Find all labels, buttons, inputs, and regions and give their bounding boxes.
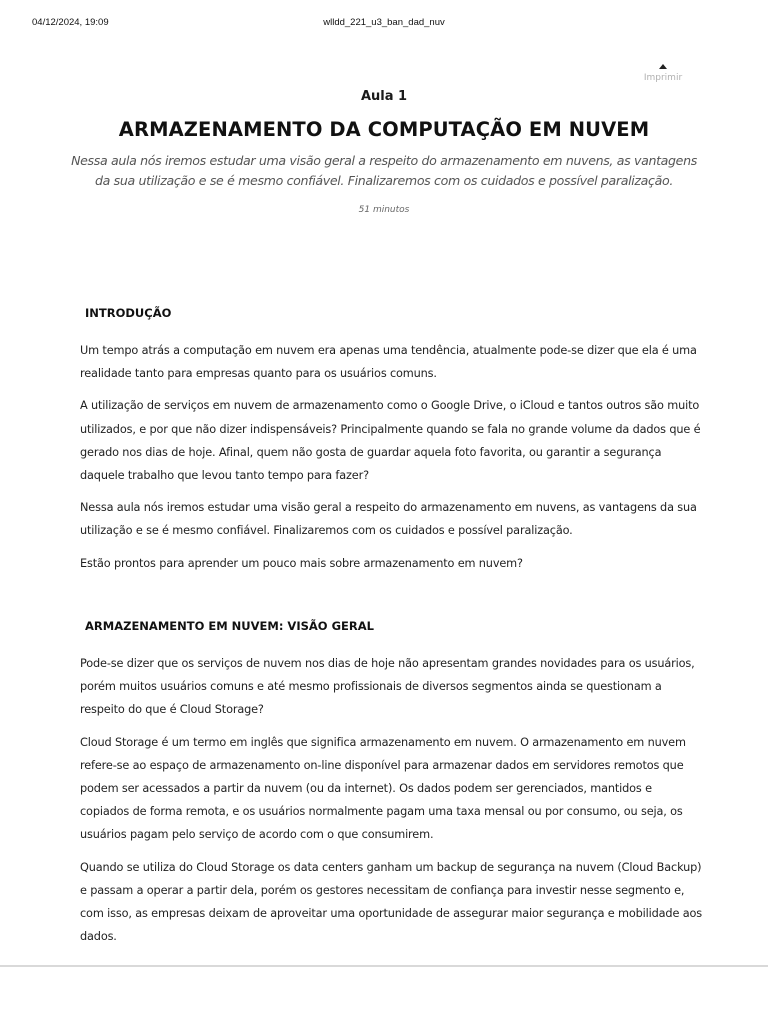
paragraph: Pode-se dizer que os serviços de nuvem nos dias de hoje não apresentam grandes novidades para os usuários, porém muitos usuários comuns e até mesmo profissionais de diversos segmentos ainda se questionam a respeito do que é Cloud Storage? (80, 657, 695, 717)
print-header (0, 17, 768, 31)
lesson-header (0, 89, 768, 215)
page-bottom-divider (0, 965, 768, 967)
lesson-subtitle: Nessa aula nós iremos estudar uma visão geral a respeito do armazenamento em nuvens, as vantagens da sua utilização e se é mesmo confiável. Finalizaremos com os cuidados e possível paralização. (71, 153, 697, 188)
section-body-introducao (80, 339, 702, 584)
lesson-number: Aula 1 (360, 89, 408, 104)
paragraph: Um tempo atrás a computação em nuvem era apenas uma tendência, atualmente pode-se dizer que ela é uma realidade tanto para empresas quanto para os usuários comuns. (80, 344, 697, 381)
lesson-duration: 51 minutos (358, 205, 410, 215)
paragraph: A utilização de serviços em nuvem de armazenamento como o Google Drive, o iCloud e tantos outros são muito utilizados, e por que não dizer indispensáveis? Principalmente quando se fala no grande volume da dados que é gerado nos dias de hoje. Afinal, quem não gosta de guardar aquela foto favorita, ou garantir a segurança daquele trabalho que levou tanto tempo para fazer? (80, 399, 701, 483)
print-datetime: 04/12/2024, 19:09 (32, 17, 109, 28)
paragraph: Estão prontos para aprender um pouco mais sobre armazenamento em nuvem? (80, 556, 523, 570)
print-button[interactable] (637, 64, 689, 83)
paragraph: Nessa aula nós iremos estudar uma visão geral a respeito do armazenamento em nuvens, as vantagens da sua utilização e se é mesmo confiável. Finalizaremos com os cuidados e possível paralização. (80, 501, 697, 538)
page-title: ARMAZENAMENTO DA COMPUTAÇÃO EM NUVEM (118, 118, 650, 141)
paragraph: Quando se utiliza do Cloud Storage os data centers ganham um backup de segurança na nuvem (Cloud Backup) e passam a operar a partir dela, porém os gestores necessitam de confiança para investir nesse segmento e, com isso, as empresas deixam de aproveitar uma oportunidade de assegurar maior segurança e mobilidade aos dados. (80, 860, 702, 944)
section-heading-introducao: INTRODUÇÃO (85, 306, 172, 320)
section-heading-visao-geral: ARMAZENAMENTO EM NUVEM: VISÃO GERAL (85, 619, 374, 633)
paragraph: Cloud Storage é um termo em inglês que significa armazenamento em nuvem. O armazenamento em nuvem refere-se ao espaço de armazenamento on-line disponível para armazenar dados em servidores remotos que podem ser acessados a partir da nuvem (ou da internet). Os dados podem ser gerenciados, mantidos e copiados de forma remota, e os usuários normalmente pagam uma taxa mensal ou por consumo, ou seja, os usuários pagam pelo serviço de acordo com o que consumirem. (80, 735, 686, 842)
print-button-label: Imprimir (643, 73, 683, 83)
print-document-name: wlldd_221_u3_ban_dad_nuv (323, 17, 445, 28)
section-body-visao-geral (80, 652, 702, 957)
print-arrow-icon (659, 64, 667, 69)
